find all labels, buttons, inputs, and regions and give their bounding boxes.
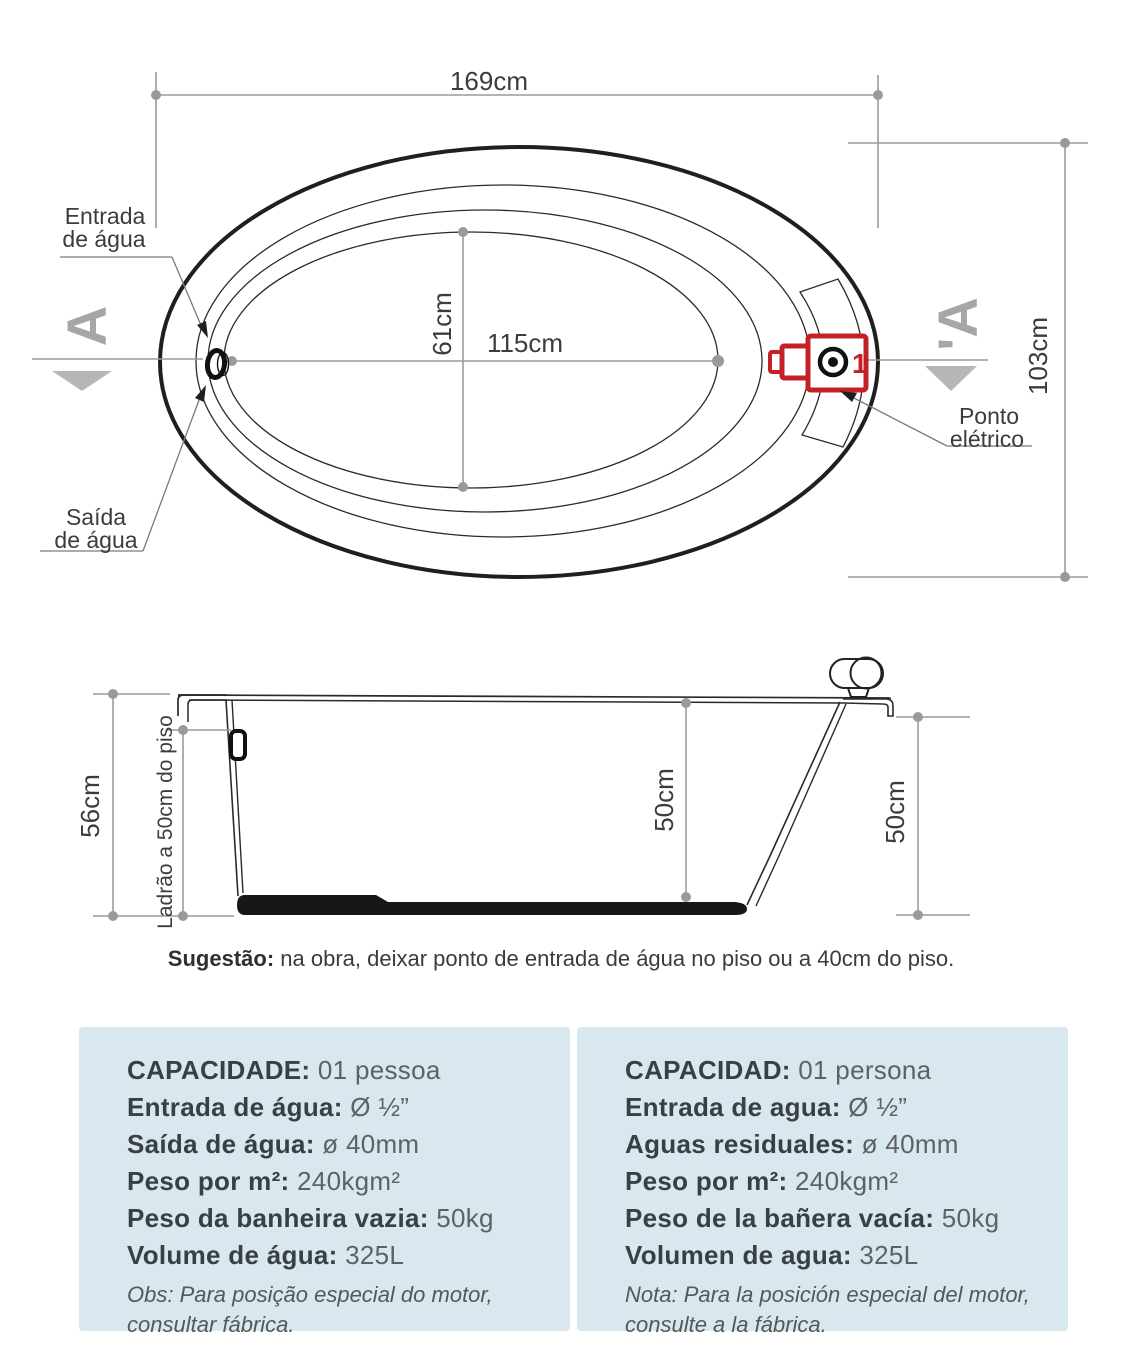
spec-note: Nota: Para la posición especial del motor, consulte a la fábrica. — [625, 1282, 1030, 1337]
section-letter-a: A — [55, 305, 118, 347]
spec-row: CAPACIDADE: 01 pessoa — [127, 1055, 441, 1085]
spec-row: Volume de água: 325L — [127, 1240, 405, 1270]
spec-row: Entrada de água: Ø ½” — [127, 1092, 410, 1122]
right-wall-outer — [747, 702, 840, 905]
faucet-icon — [830, 658, 883, 698]
spec-note: Obs: Para posição especial do motor, consultar fábrica. — [127, 1282, 493, 1337]
dim-dot — [108, 689, 118, 699]
suggestion-note — [0, 946, 1122, 972]
section-arrow-right — [925, 366, 977, 391]
spec-row: CAPACIDAD: 01 persona — [625, 1055, 932, 1085]
dim-label-103: 103cm — [1023, 316, 1053, 396]
dim-dot — [1060, 138, 1070, 148]
dim-dot — [108, 911, 118, 921]
spec-row: Saída de água: ø 40mm — [127, 1129, 420, 1159]
dim-label-overflow: Ladrão a 50cm do piso — [154, 715, 177, 929]
dim-label-115: 115cm — [486, 328, 564, 358]
dim-label-61: 61cm — [427, 292, 457, 356]
spec-box-spanish — [577, 1027, 1068, 1337]
label-water-outlet-line1: Saída — [65, 504, 127, 530]
spec-row: Aguas residuales: ø 40mm — [625, 1129, 959, 1159]
rim-top-outer — [178, 695, 891, 698]
dim-dot — [151, 90, 161, 100]
left-wall-inner — [232, 700, 243, 893]
dim-label-inner-depth: 50cm — [649, 768, 679, 832]
left-rim-curl-inner — [188, 700, 227, 722]
dim-label-rim-height: 50cm — [880, 780, 910, 844]
dim-dot — [178, 911, 188, 921]
water-outlet-drain-icon — [206, 350, 228, 379]
section-marker-a-prime — [925, 297, 989, 391]
section-letter-a-prime: 'A — [926, 297, 989, 351]
dim-dot — [458, 482, 468, 492]
label-water-inlet-line2: de água — [62, 226, 146, 252]
top-view — [32, 66, 1088, 582]
spec-row: Peso por m²: 240kgm² — [127, 1166, 401, 1196]
dim-label-56: 56cm — [75, 774, 105, 838]
side-view — [75, 658, 970, 929]
rim-top-inner — [189, 700, 843, 703]
dim-dot — [913, 910, 923, 920]
left-rim-curl — [178, 695, 227, 716]
dim-label-169: 169cm — [449, 66, 529, 96]
spec-row: Entrada de agua: Ø ½” — [625, 1092, 908, 1122]
section-arrow-left — [52, 371, 112, 391]
spec-row: Volumen de agua: 325L — [625, 1240, 919, 1270]
dim-dot — [873, 90, 883, 100]
dim-dot — [712, 355, 724, 367]
spec-box-portuguese — [79, 1027, 570, 1337]
suggestion-label: Sugestão: — [167, 946, 275, 971]
section-marker-a — [52, 306, 118, 391]
label-water-outlet-line2: de água — [54, 527, 138, 553]
label-water-inlet-line1: Entrada — [64, 203, 146, 229]
dim-dot — [681, 892, 691, 902]
right-wall-inner — [756, 704, 846, 906]
spec-row: Peso da banheira vazia: 50kg — [127, 1203, 494, 1233]
dim-dot — [1060, 572, 1070, 582]
dim-dot — [913, 712, 923, 722]
right-rim-hook — [843, 699, 893, 716]
electric-point-number: 1 — [852, 348, 868, 379]
overflow-fitting-icon — [231, 731, 245, 759]
label-electric-point-line1: Ponto — [958, 403, 1020, 429]
dim-dot — [681, 698, 691, 708]
dim-dot — [458, 227, 468, 237]
tub-bottom-base — [237, 895, 747, 915]
spec-row: Peso de la bañera vacía: 50kg — [625, 1203, 1000, 1233]
label-electric-point-line2: elétrico — [949, 426, 1025, 452]
suggestion-text: na obra, deixar ponto de entrada de água no piso ou a 40cm do piso. — [274, 946, 955, 971]
spec-row: Peso por m²: 240kgm² — [625, 1166, 899, 1196]
dim-dot — [178, 725, 188, 735]
